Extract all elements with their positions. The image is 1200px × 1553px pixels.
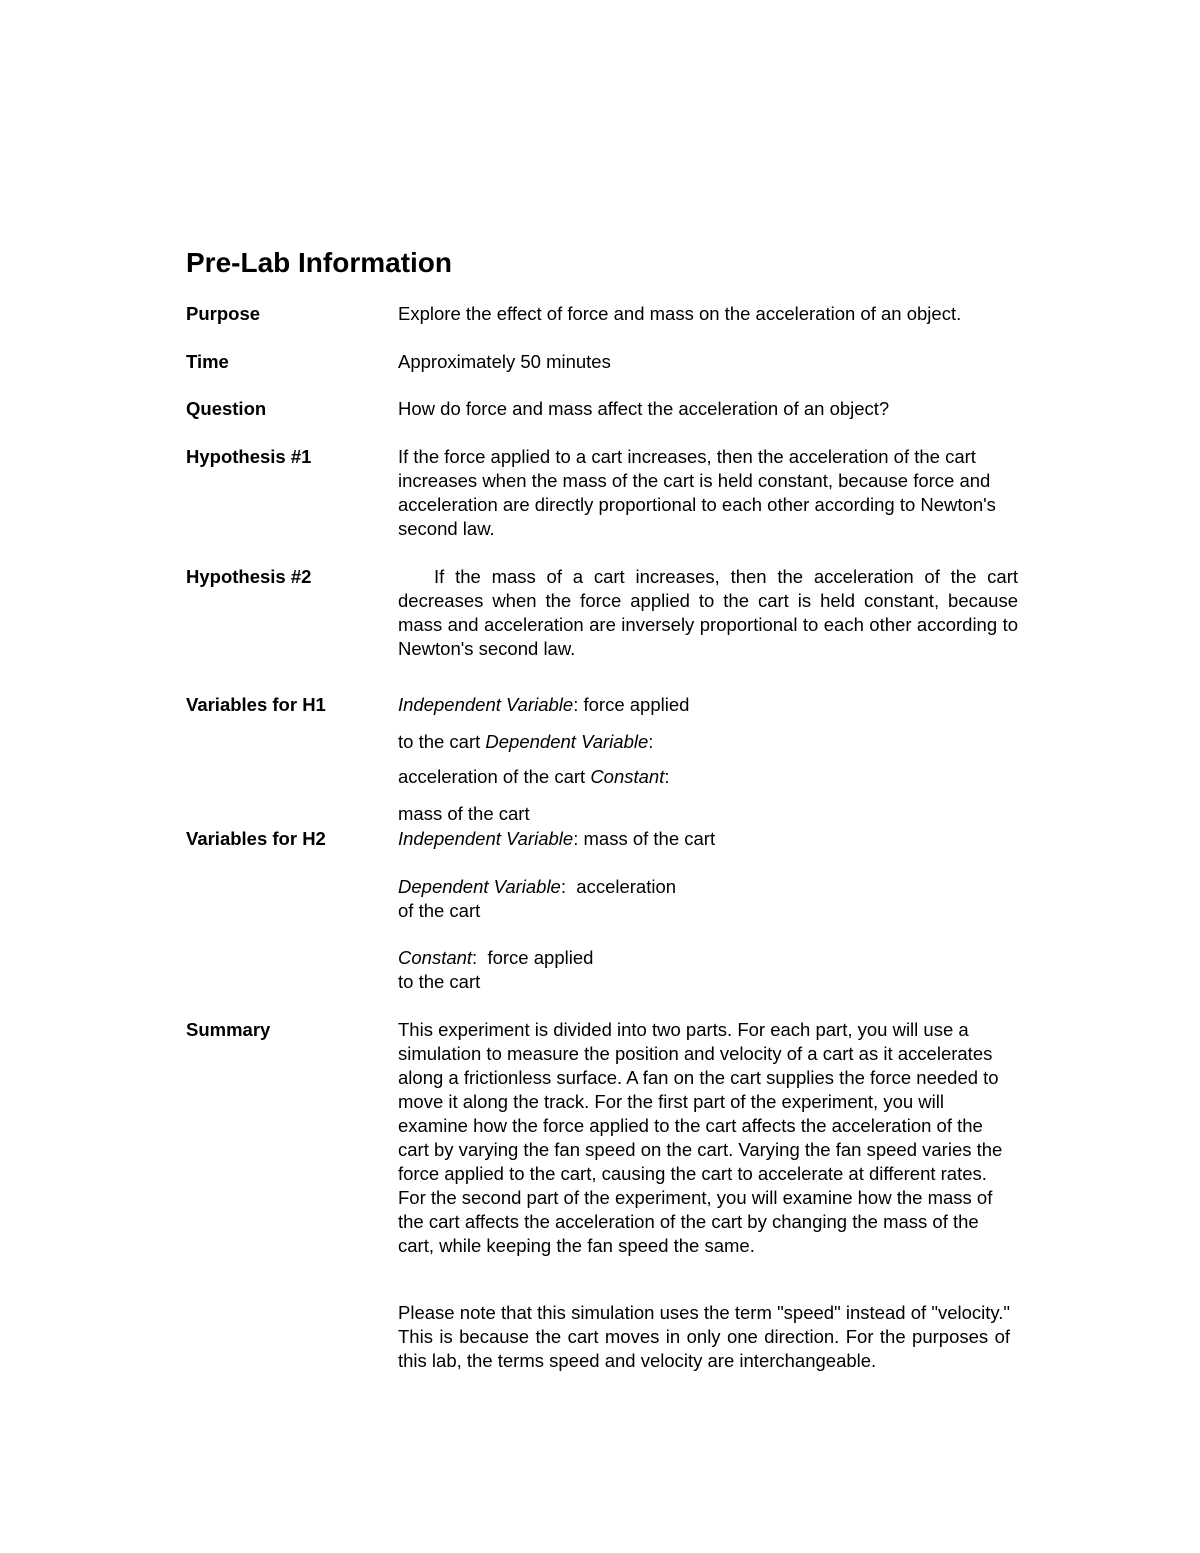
h2-dependent-value: acceleration <box>576 876 677 897</box>
variables-h1-line-4: mass of the cart <box>398 803 530 824</box>
h2-independent-term: Independent Variable <box>398 828 574 849</box>
h2-independent-value: mass of the cart <box>583 828 716 849</box>
variables-h2-label: Variables for H2 <box>186 828 326 849</box>
h2-constant-term: Constant <box>398 947 473 968</box>
summary-paragraph-2: Please note that this simulation uses the term "speed" instead of "velocity." This is because the cart moves in only one direction. For the purposes of this lab, the terms speed and velocity are interchangeable. <box>398 1302 1010 1371</box>
variables-h1-line-3: acceleration of the cart Constant: <box>398 766 670 787</box>
h1-line-2-prefix: to the cart <box>398 731 486 752</box>
h1-constant-term: Constant <box>590 766 665 787</box>
purpose-text: Explore the effect of force and mass on the acceleration of an object. <box>398 303 962 324</box>
summary-label: Summary <box>186 1019 271 1040</box>
h1-dependent-term: Dependent Variable <box>485 731 649 752</box>
hypothesis-1-label: Hypothesis #1 <box>186 446 312 467</box>
question-label: Question <box>186 398 267 419</box>
hypothesis-2-text <box>398 565 1018 661</box>
variables-h1-line-1: Independent Variable: force applied <box>398 694 690 715</box>
time-label: Time <box>186 351 229 372</box>
h1-independent-value: force applied <box>583 694 690 715</box>
h2-dependent-term: Dependent Variable <box>398 876 561 897</box>
h1-line-3-prefix: acceleration of the cart <box>398 766 591 787</box>
hypothesis-2-body: If the mass of a cart increases, then the acceleration of the cart decreases when the force applied to the cart is held constant, because mass and acceleration are inversely proportional to each other according to Newton's second law. <box>398 566 1018 659</box>
variables-h2-line-3: of the cart <box>398 900 481 921</box>
summary-paragraph-1: This experiment is divided into two parts. For each part, you will use a simulation to measure the position and velocity of a cart as it accelerates along a frictionless surface. A fan on the cart supplies the force needed to move it along the track. For the first part of the experiment, you will examine how the force applied to the cart affects the acceleration of the cart by varying the fan speed on the cart. Varying the fan speed varies the force applied to the cart, causing the cart to accelerate at different rates. For the second part of the experiment, you will examine how the mass of the cart affects the acceleration of the cart by changing the mass of the cart, while keeping the fan speed the same. <box>398 1019 1003 1256</box>
h1-independent-term: Independent Variable <box>398 694 574 715</box>
variables-h2-line-2: Dependent Variable: acceleration <box>398 876 677 897</box>
variables-h1-label: Variables for H1 <box>186 694 326 715</box>
hypothesis-1-text: If the force applied to a cart increases, then the acceleration of the cart increases when the mass of the cart is held constant, because force and acceleration are directly proportional to each other according to Newton's second law. <box>398 446 996 539</box>
h2-constant-value: force applied <box>487 947 594 968</box>
hypothesis-2-label: Hypothesis #2 <box>186 566 312 587</box>
page-title: Pre-Lab Information <box>186 247 453 278</box>
variables-h1-line-2: to the cart Dependent Variable: <box>398 731 654 752</box>
variables-h2-line-5: to the cart <box>398 971 481 992</box>
variables-h2-line-1: Independent Variable: mass of the cart <box>398 828 716 849</box>
purpose-label: Purpose <box>186 303 261 324</box>
variables-h2-line-4: Constant: force applied <box>398 947 594 968</box>
time-text: Approximately 50 minutes <box>398 351 611 372</box>
question-text: How do force and mass affect the acceleration of an object? <box>398 398 890 419</box>
